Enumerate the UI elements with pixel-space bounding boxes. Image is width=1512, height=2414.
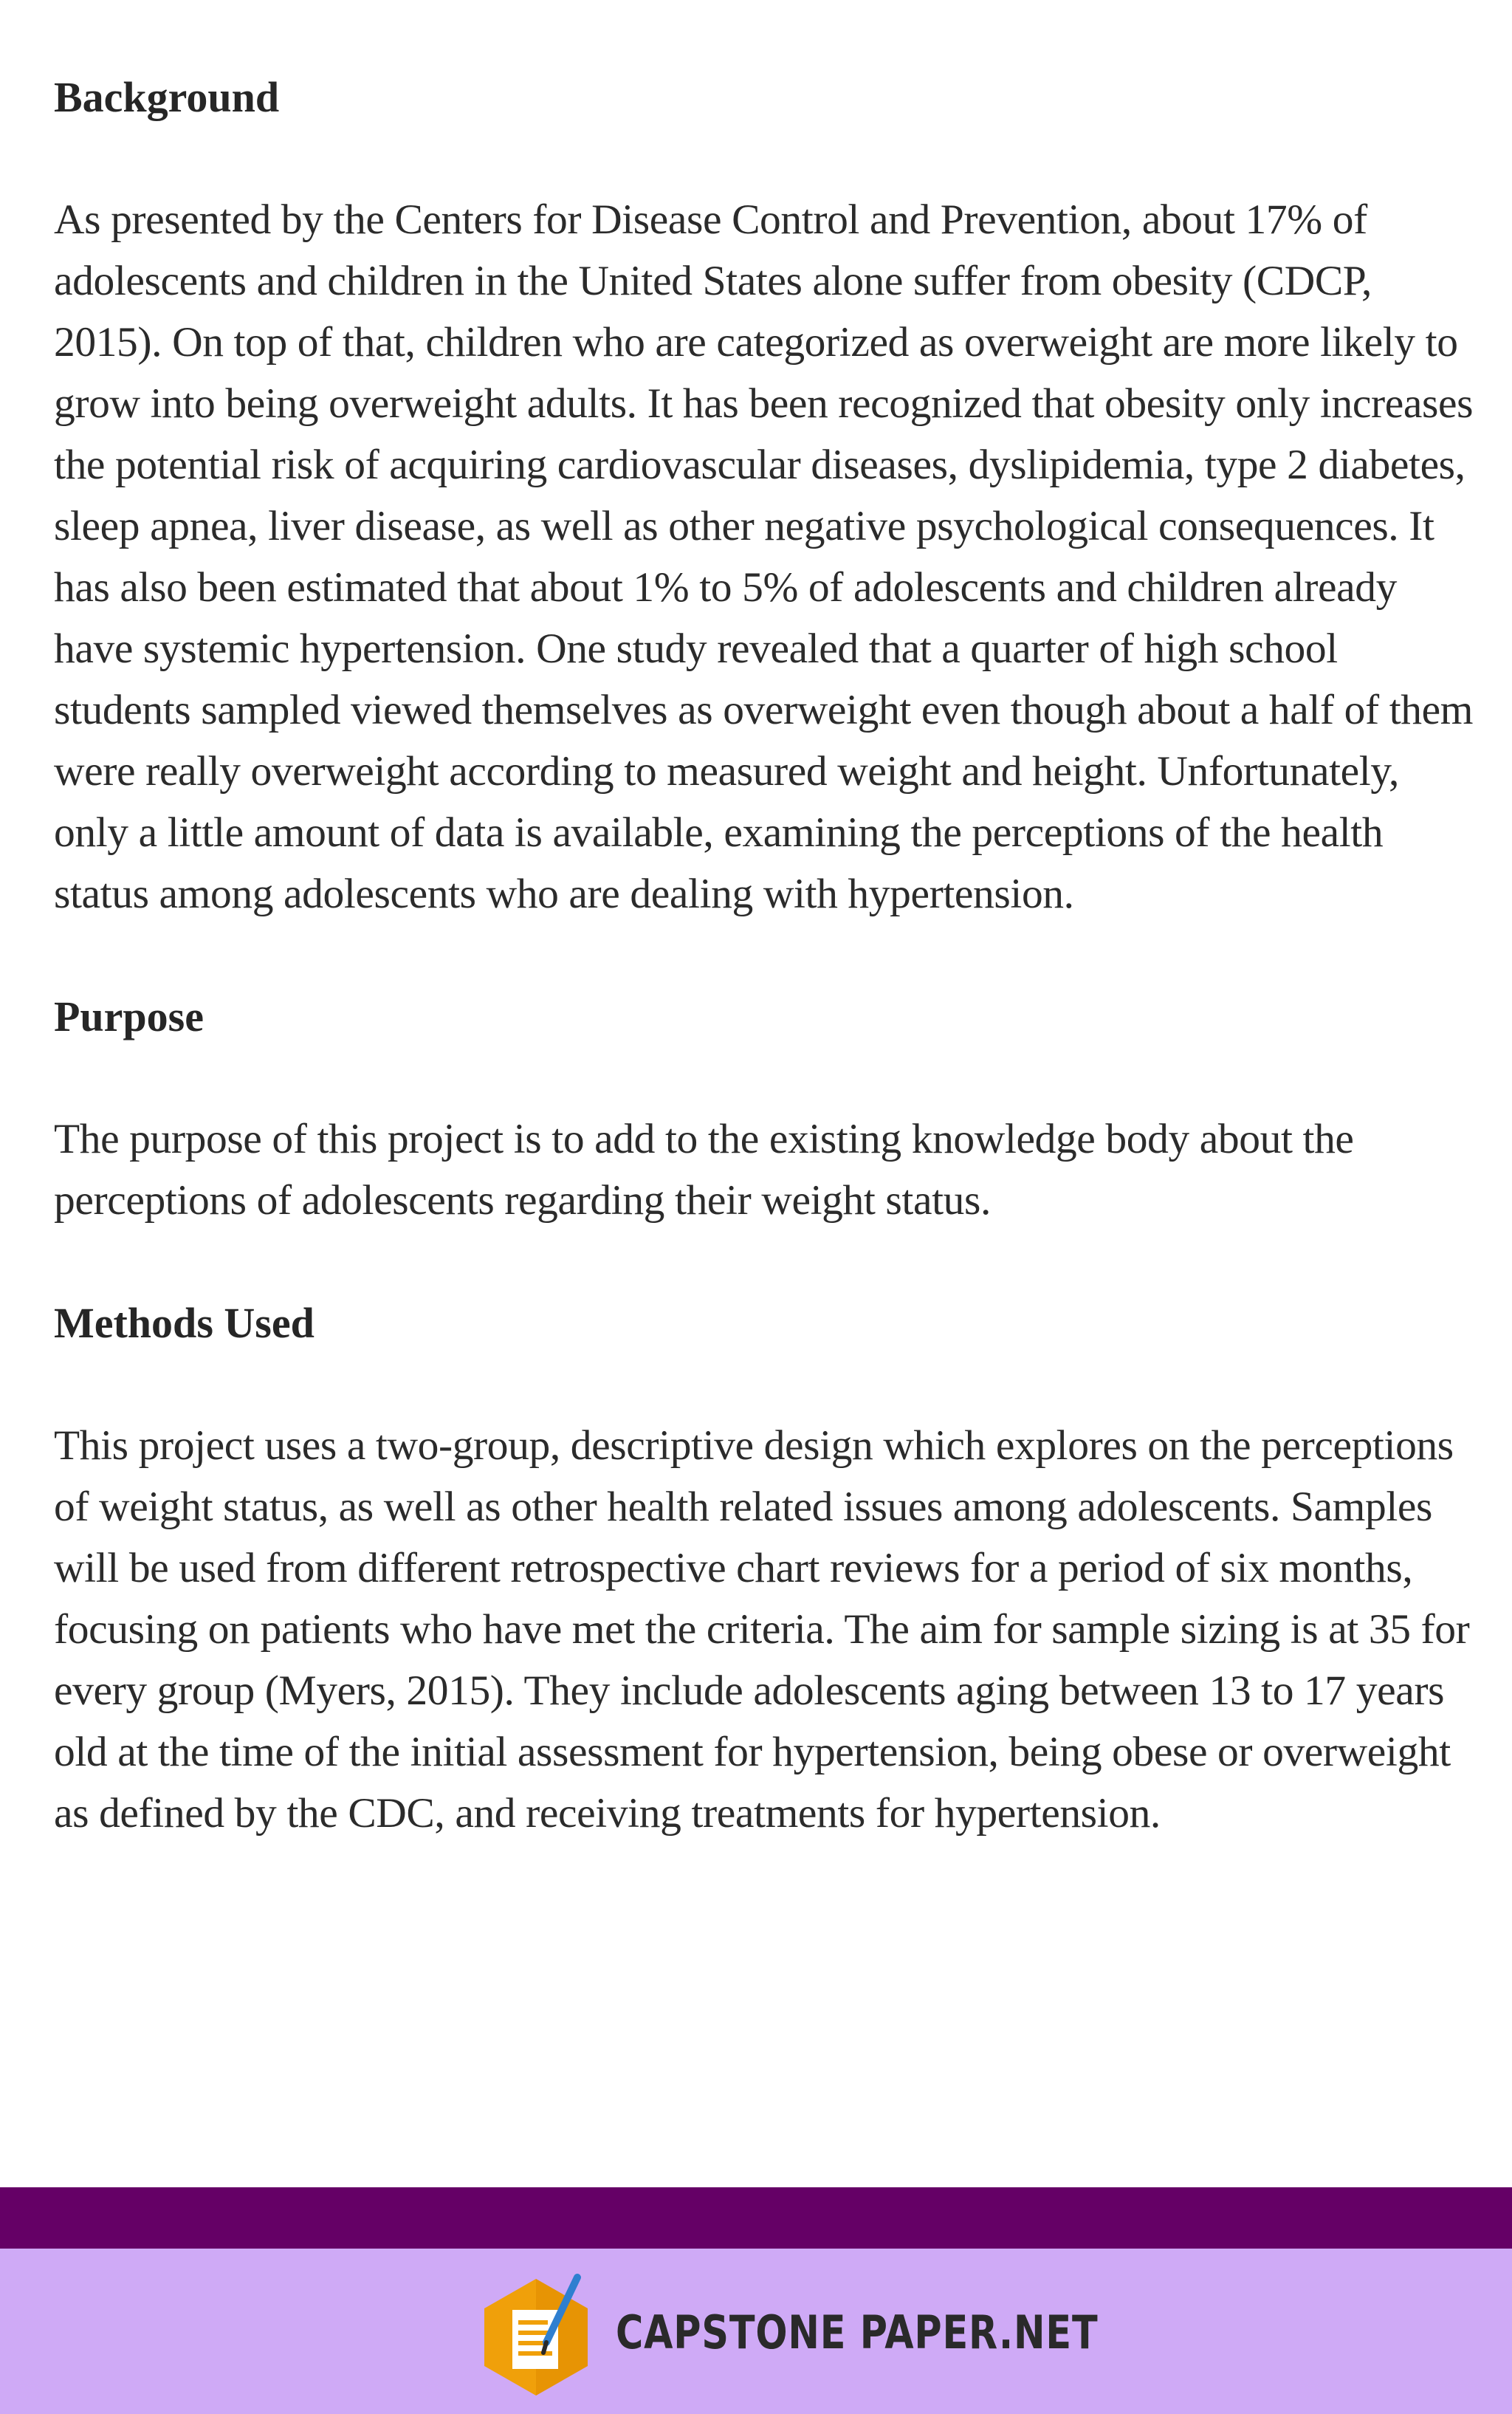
brand-name: CAPSTONE PAPER.NET: [616, 2305, 1099, 2359]
spacer: [54, 1354, 1479, 1415]
spacer: [54, 1047, 1479, 1108]
spacer: [54, 1231, 1479, 1292]
background-heading: Background: [54, 73, 280, 121]
document-content: [54, 66, 1479, 1844]
brand-logo[interactable]: [470, 2263, 1099, 2403]
methods-heading: Methods Used: [54, 1299, 315, 1347]
spacer: [54, 128, 1479, 189]
methods-paragraph: This project uses a two-group, descriptive design which explores on the perceptions of weight status, as well as other health related issues among adolescents. Samples will be used from different retrospective chart reviews for a period of six months, focusing on patients who have met the criteria. The aim for sample sizing is at 35 for every group (Myers, 2015). They include adolescents aging between 13 to 17 years old at the time of the initial assessment for hypertension, being obese or overweight as defined by the CDC, and receiving treatments for hypertension.: [54, 1422, 1470, 1837]
purpose-paragraph: The purpose of this project is to add to the existing knowledge body about the perceptions of adolescents regarding their weight status.: [54, 1116, 1354, 1224]
document-pen-icon: [470, 2263, 602, 2403]
purpose-heading: Purpose: [54, 992, 204, 1040]
spacer: [54, 925, 1479, 986]
background-paragraph: As presented by the Centers for Disease Control and Prevention, about 17% of adolescents and children in the United States alone suffer from obesity (CDCP, 2015). On top of that, children who are categorized as overweight are more likely to grow into being overweight adults. It has been recognized that obesity only increases the potential risk of acquiring cardiovascular diseases, dyslipidemia, type 2 diabetes, sleep apnea, liver disease, as well as other negative psychological consequences. It has also been estimated that about 1% to 5% of adolescents and children already have systemic hypertension. One study revealed that a quarter of high school students sampled viewed themselves as overweight even though about a half of them were really overweight according to measured weight and height. Unfortunately, only a little amount of data is available, examining the perceptions of the health status among adolescents who are dealing with hypertension.: [54, 196, 1474, 917]
footer-top-bar: [0, 2187, 1512, 2249]
